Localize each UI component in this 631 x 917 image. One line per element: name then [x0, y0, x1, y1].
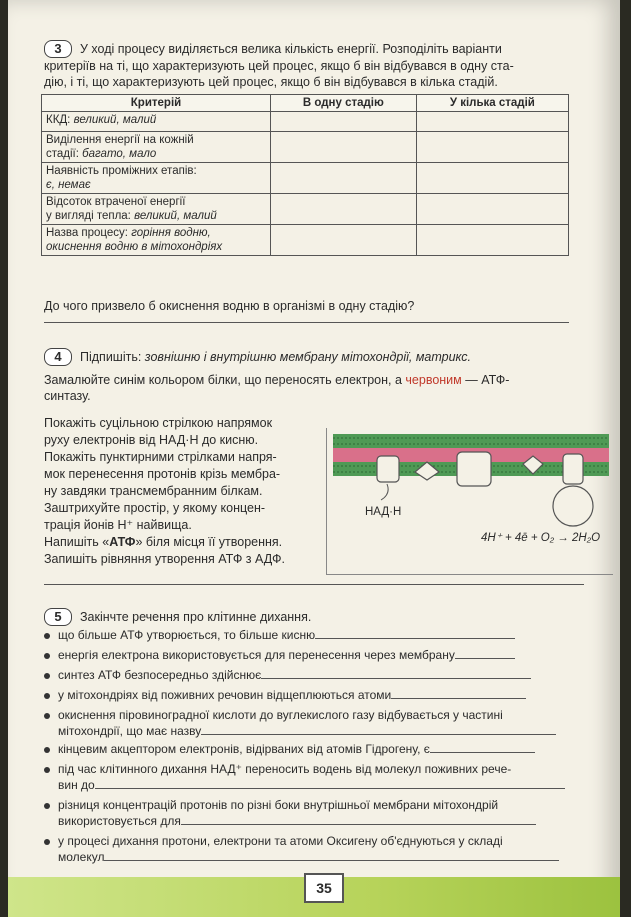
- table-row: [42, 163, 569, 194]
- list-item-continuation: використовується для: [58, 814, 588, 829]
- membrane-diagram: [326, 428, 613, 575]
- list-item: у мітохондріях від поживних речовин відщеплюються атоми: [44, 688, 594, 703]
- answer-cell[interactable]: [416, 194, 568, 225]
- list-item: синтез АТФ безпосередньо здійснює: [44, 668, 594, 683]
- task3-number: 3: [44, 40, 72, 58]
- criterion-cell: Назва процесу: горіння водню, окиснення водню в мітохондріях: [42, 225, 271, 256]
- list-item-continuation: мітохондрії, що має назву: [58, 724, 588, 739]
- atp-synthase-stalk: [563, 454, 583, 484]
- task4-instruction: Замалюйте синім кольором білки, що переносять електрон, а червоним — АТФ- синтазу.: [44, 373, 510, 403]
- col-header-criterion: Критерій: [42, 95, 271, 112]
- answer-cell[interactable]: [271, 132, 417, 163]
- list-item: що більше АТФ утворюється, то більше кисню: [44, 628, 594, 643]
- answer-cell[interactable]: [416, 225, 568, 256]
- outer-membrane: [333, 434, 609, 448]
- water-equation: 4H⁺ + 4ē + O₂ → 2H₂O: [481, 532, 601, 544]
- task3-intro: [44, 40, 604, 90]
- answer-line[interactable]: [44, 584, 584, 585]
- criterion-cell: Відсоток втраченої енергії у вигляді тепла: великий, малий: [42, 194, 271, 225]
- list-item: кінцевим акцептором електронів, відірваних від атомів Гідрогену, є: [44, 742, 594, 757]
- list-item-continuation: вин до: [58, 778, 588, 793]
- list-item: різниця концентрацій протонів по різні боки внутрішньої мембрани мітохондрій: [44, 798, 594, 813]
- criterion-cell: ККД: великий, малий: [42, 112, 271, 132]
- membrane-svg: [327, 428, 613, 574]
- task3-question: До чого призвело б окиснення водню в організмі в одну стадію?: [44, 299, 415, 313]
- list-item-continuation: молекул: [58, 850, 588, 865]
- answer-line[interactable]: [44, 322, 569, 323]
- task3-intro-line3: дію, і ті, що характеризують цей процес, якщо б він відбувався в кілька стадій.: [44, 75, 498, 89]
- answer-cell[interactable]: [271, 194, 417, 225]
- task4-number: 4: [44, 348, 72, 366]
- criterion-cell: Виділення енергії на кожній стадії: багато, мало: [42, 132, 271, 163]
- protein-complex-1: [377, 456, 399, 482]
- workbook-page: [8, 0, 620, 917]
- criteria-table: [41, 94, 569, 256]
- answer-cell[interactable]: [271, 225, 417, 256]
- list-item: під час клітинного дихання НАД⁺ переносить водень від молекул поживних рече-: [44, 762, 594, 777]
- task4-title: 4 Підпишіть: зовнішню і внутрішню мембрану мітохондрії, матрикс.: [44, 348, 604, 366]
- task4-steps: Покажіть суцільною стрілкою напрямок руху електронів від НАД·Н до кисню. Покажіть пунктирними стрілками напря- мок перенесення протонів крізь мембра- ну завдяки трансмембранним білкам. Заштрихуйте простір, у якому концен- трація йонів H⁺ найвища. Напишіть «АТФ» біля місця її утворення. Запишіть рівняння утворення АТФ з АДФ.: [44, 416, 285, 566]
- answer-cell[interactable]: [416, 132, 568, 163]
- task5-number: 5: [44, 608, 72, 626]
- nadh-label: НАД·Н: [365, 506, 402, 518]
- task3-intro-line1: У ході процесу виділяється велика кількість енергії. Розподіліть варіанти: [80, 42, 502, 56]
- protein-complex-3: [457, 452, 491, 486]
- table-row: [42, 225, 569, 256]
- task3-intro-line2: критеріїв на ті, що характеризують цей процес, якщо б він відбувався в одну ста-: [44, 59, 514, 73]
- list-item: окиснення піровиноградної кислоти до вуглекислого газу відбувається у частині: [44, 708, 594, 723]
- atp-synthase-head: [553, 486, 593, 526]
- table-row: [42, 132, 569, 163]
- answer-cell[interactable]: [416, 112, 568, 132]
- criterion-cell: Наявність проміжних етапів: є, немає: [42, 163, 271, 194]
- answer-cell[interactable]: [416, 163, 568, 194]
- answer-cell[interactable]: [271, 163, 417, 194]
- page-number: 35: [304, 873, 344, 903]
- answer-cell[interactable]: [271, 112, 417, 132]
- col-header-one-stage: В одну стадію: [271, 95, 417, 112]
- table-row: [42, 112, 569, 132]
- table-row: [42, 194, 569, 225]
- task5-title: 5 Закінчте речення про клітинне дихання.: [44, 608, 311, 626]
- list-item: у процесі дихання протони, електрони та атоми Оксигену об'єднуються у складі: [44, 834, 594, 849]
- list-item: енергія електрона використовується для перенесення через мембрану: [44, 648, 594, 663]
- col-header-many-stages: У кілька стадій: [416, 95, 568, 112]
